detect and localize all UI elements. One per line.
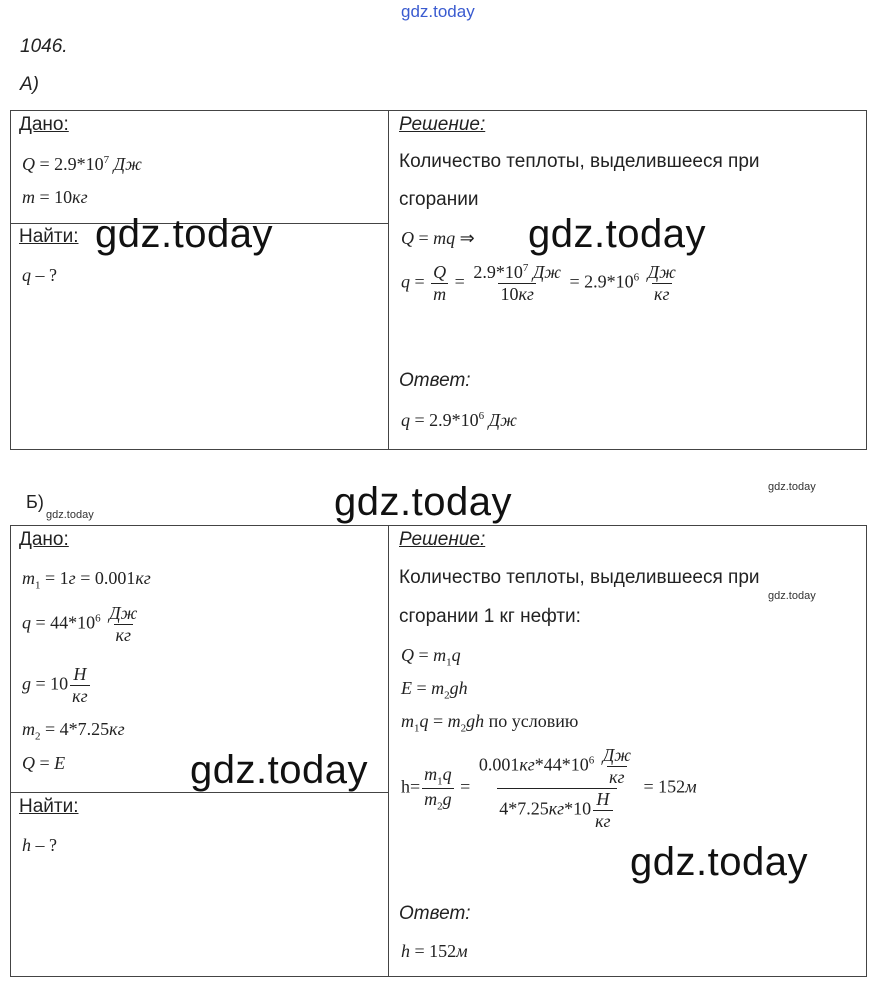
watermark-a-right: gdz.today (528, 212, 706, 256)
part-a-solution-label: Решение: (399, 114, 486, 135)
part-a-formula-1: Q = mq ⇒ (401, 228, 475, 248)
part-a-formula-2: q = $\frac{Q}{m}$ = $\frac{2.9*10^7 Дж}{10кг}$ = $2.9*10^6$ $\frac{Дж}{кг}$ (401, 262, 676, 304)
part-a-find-value: q – ? (22, 265, 57, 285)
watermark-b-small-left: gdz.today (46, 509, 94, 521)
part-b-by-condition: по условию (488, 711, 579, 731)
watermark-a-left: gdz.today (95, 212, 273, 256)
watermark-b-small-mid: gdz.today (768, 590, 816, 602)
part-b-find-label: Найти: (19, 796, 79, 817)
part-b-solution-text-2: сгорании 1 кг нефти: (399, 606, 581, 627)
part-a-given-q: $Q = 2.9*10^7$ Дж (22, 154, 142, 174)
part-b-given-g: g = 10 $\frac{Н}{кг}$ (22, 664, 88, 706)
part-b-given-label: Дано: (19, 529, 69, 550)
part-a-solution-text-2: сгорании (399, 189, 479, 210)
part-a-answer-label: Ответ: (399, 370, 471, 391)
part-b-divider (388, 525, 389, 977)
watermark-top: gdz.today (401, 2, 475, 21)
watermark-b-small-right: gdz.today (768, 481, 816, 493)
part-b-given-m2: $m_2 = 4*7.25кг$ (22, 719, 125, 743)
part-b-answer-label: Ответ: (399, 903, 471, 924)
part-b-label: Б) (26, 492, 44, 512)
watermark-b-right: gdz.today (630, 840, 808, 884)
part-a-given-m: m = 10кг (22, 187, 88, 207)
part-a-find-label: Найти: (19, 226, 79, 247)
part-a-divider (388, 110, 389, 450)
part-b-answer-value: h = 152м (401, 941, 468, 961)
part-a-solution-text-1: Количество теплоты, выделившееся при (399, 151, 760, 172)
part-b-formula-3: $m_1q = m_2gh$ по условию (401, 711, 579, 735)
part-b-given-m1: $m_1 = 1г = 0.001кг$ (22, 568, 151, 592)
part-b-solution-label: Решение: (399, 529, 486, 550)
part-b-solution-text-1: Количество теплоты, выделившееся при (399, 567, 760, 588)
part-b-given-qe: Q = E (22, 753, 66, 773)
watermark-b-center: gdz.today (334, 480, 512, 524)
part-a-given-label: Дано: (19, 114, 69, 135)
part-a-label: А) (20, 74, 39, 95)
part-a-answer-value: $q = 2.9*10^6$ Дж (401, 410, 517, 430)
problem-number: 1046. (20, 36, 68, 57)
part-b-find-value: h – ? (22, 835, 57, 855)
part-b-formula-2: $E = m_2gh$ (401, 678, 468, 702)
part-b-formula-1: $Q = m_1q$ (401, 645, 461, 669)
part-b-formula-4: h= $\frac{m_1q}{m_2g}$ = $0.001кг*44*10^6$ $\frac{Дж}{кг}$ 4*7.25кг*10 $\frac{Н}{кг}$ = 152м (401, 745, 697, 831)
watermark-b-left: gdz.today (190, 748, 368, 792)
part-b-given-q: $q = 44*10^6$ $\frac{Дж}{кг}$ (22, 603, 138, 645)
